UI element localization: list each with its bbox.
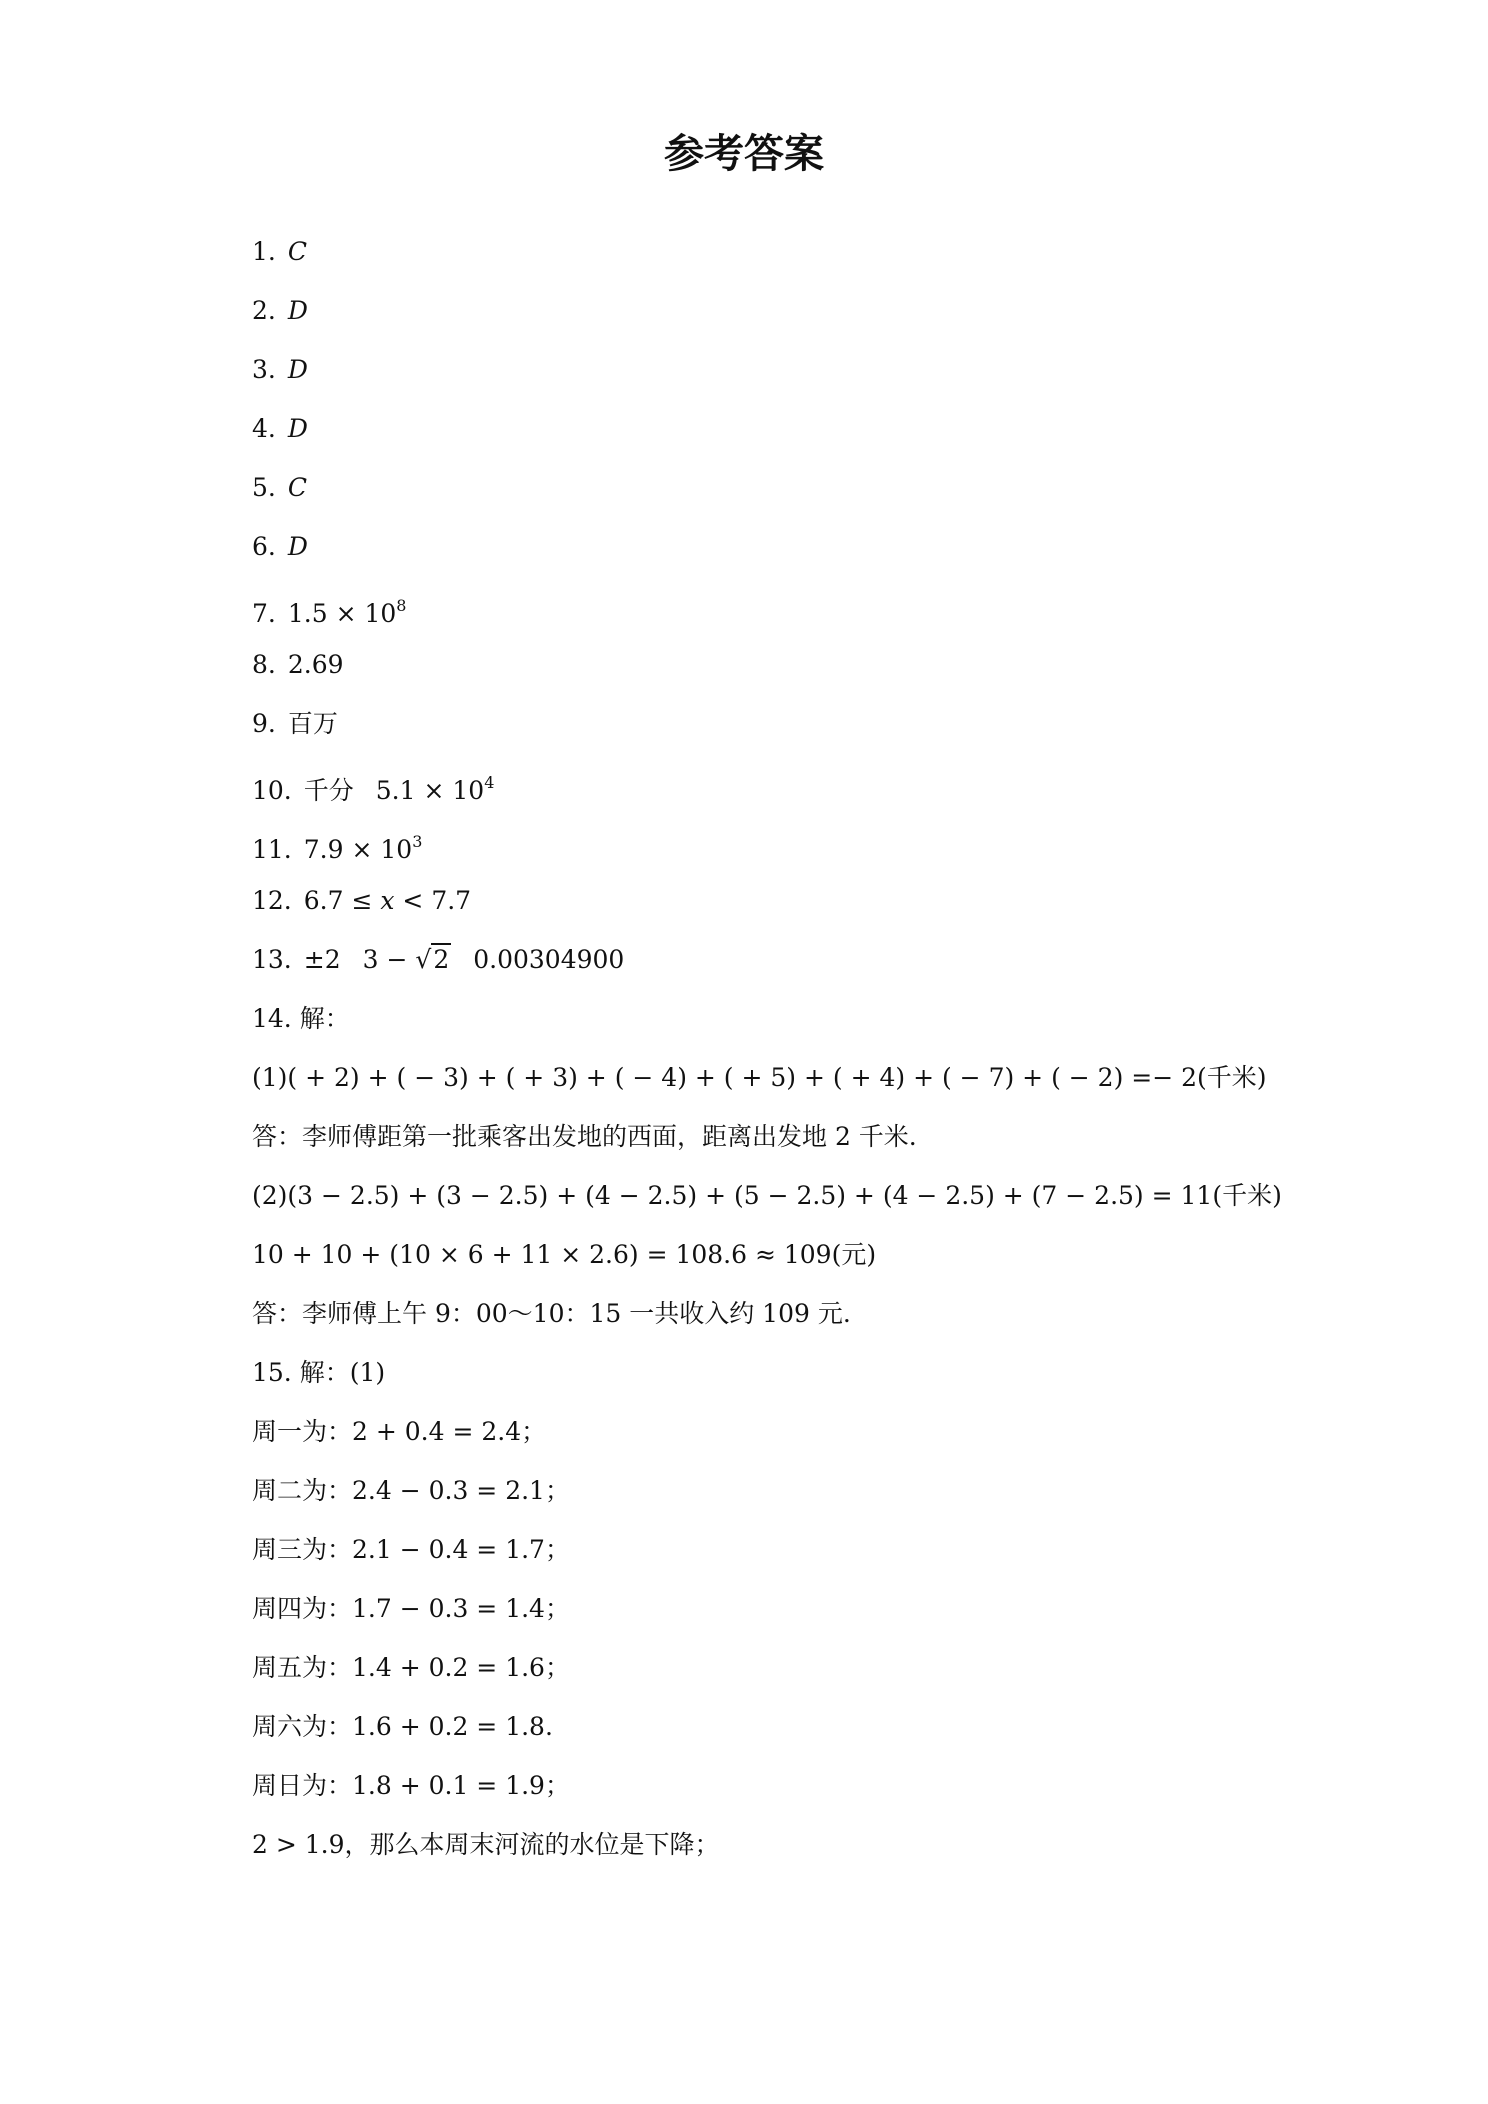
question-number: 4. [252, 414, 276, 443]
answer-part-c: 0.00304900 [473, 945, 625, 974]
q15-line: 周日为：1.8 + 0.1 = 1.9； [252, 1771, 570, 1800]
answer-choice: D [287, 296, 308, 325]
answer-5 [252, 473, 307, 503]
answer-variable: x [380, 886, 395, 915]
answer-part-a: 千分 [303, 776, 354, 805]
answer-value: 百万 [287, 709, 338, 738]
answer-radicand: 2 [433, 945, 450, 974]
q14-line-2: 答：李师傅距第一批乘客出发地的西面，距离出发地 2 千米. [252, 1122, 917, 1151]
answer-exponent: 4 [484, 773, 495, 792]
q15-line: 周一为：2 + 0.4 = 2.4； [252, 1417, 547, 1446]
question-number: 5. [252, 473, 276, 502]
question-number: 6. [252, 532, 276, 561]
answer-value: 2.69 [287, 650, 344, 679]
question-number: 3. [252, 355, 276, 384]
answer-exponent: 3 [412, 832, 423, 851]
answer-choice: D [287, 532, 308, 561]
answer-6 [252, 532, 308, 562]
answer-4 [252, 414, 308, 444]
q15-heading: 15. 解：(1) [252, 1358, 386, 1387]
answer-base: 7.9 × 10 [303, 835, 413, 864]
question-number: 8. [252, 650, 276, 679]
q15-line: 周三为：2.1 − 0.4 = 1.7； [252, 1535, 570, 1564]
question-number: 1. [252, 237, 276, 266]
q14-line-4: 10 + 10 + (10 × 6 + 11 × 2.6) = 108.6 ≈ 109(元) [252, 1240, 877, 1269]
q15-line: 周四为：1.7 − 0.3 = 1.4； [252, 1594, 570, 1623]
answer-10 [252, 768, 494, 806]
page-title: 参考答案 [664, 130, 824, 177]
answer-post: < 7.7 [394, 886, 472, 915]
answer-8 [252, 650, 344, 680]
question-number: 12. [252, 886, 292, 915]
answer-7 [252, 591, 406, 629]
answer-12 [252, 886, 471, 916]
answer-9 [252, 709, 338, 739]
question-number: 10. [252, 776, 292, 805]
answer-exponent: 8 [396, 596, 407, 615]
question-number: 11. [252, 835, 292, 864]
answer-11 [252, 827, 422, 865]
answer-part-a: ±2 [303, 945, 341, 974]
answer-part-b-pre: 3 − [362, 945, 416, 974]
answer-choice: C [287, 237, 307, 266]
answer-base: 1.5 × 10 [287, 599, 397, 628]
question-number: 13. [252, 945, 292, 974]
answer-1 [252, 237, 307, 267]
q15-line: 2 > 1.9，那么本周末河流的水位是下降； [252, 1830, 720, 1859]
q15-line: 周二为：2.4 − 0.3 = 2.1； [252, 1476, 570, 1505]
answer-choice: D [287, 414, 308, 443]
question-number: 2. [252, 296, 276, 325]
sqrt-icon: √ [415, 945, 432, 974]
answer-13 [252, 945, 624, 975]
answer-choice: C [287, 473, 307, 502]
answer-choice: D [287, 355, 308, 384]
q14-line-3: (2)(3 − 2.5) + (3 − 2.5) + (4 − 2.5) + (5 − 2.5) + (4 − 2.5) + (7 − 2.5) = 11(千米) [252, 1181, 1282, 1210]
q14-line-5: 答：李师傅上午 9：00～10：15 一共收入约 109 元. [252, 1299, 851, 1328]
answer-pre: 6.7 ≤ [303, 886, 381, 915]
q15-line: 周六为：1.6 + 0.2 = 1.8. [252, 1712, 553, 1741]
answer-2 [252, 296, 308, 326]
question-number: 7. [252, 599, 276, 628]
question-number: 9. [252, 709, 276, 738]
answer-3 [252, 355, 308, 385]
q14-line-1: (1)( + 2) + ( − 3) + ( + 3) + ( − 4) + ( + 5) + ( + 4) + ( − 7) + ( − 2) =− 2(千米) [252, 1063, 1267, 1092]
q15-line: 周五为：1.4 + 0.2 = 1.6； [252, 1653, 570, 1682]
q14-heading: 14. 解： [252, 1004, 350, 1033]
answer-base: 5.1 × 10 [375, 776, 485, 805]
